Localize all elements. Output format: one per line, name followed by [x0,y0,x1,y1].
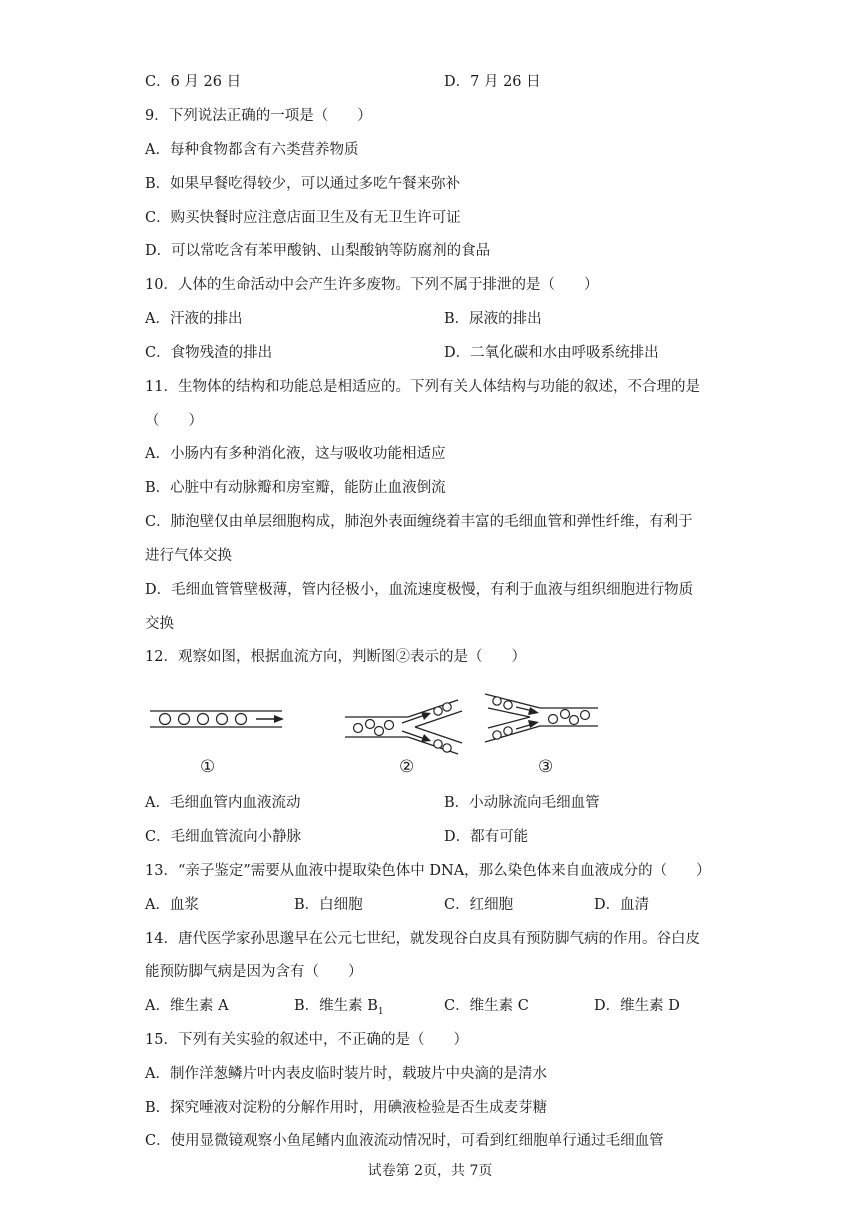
figure-label-3: ③ [538,757,554,777]
q15-stem: 15．下列有关实验的叙述中，不正确的是（ ） [145,1032,468,1048]
q9-option-a: A．每种食物都含有六类营养物质 [145,142,359,158]
q8-option-c: C．6 月 26 日 [145,74,242,90]
q10-option-c: C．食物残渣的排出 [145,345,273,361]
q11-stem-line1: 11．生物体的结构和功能总是相适应的。下列有关人体结构与功能的叙述，不合理的是 [145,379,700,395]
q14-option-b-text: B．维生素 B [294,998,378,1014]
q15-option-b: B．探究唾液对淀粉的分解作用时，用碘液检验是否生成麦芽糖 [145,1100,548,1116]
figure-1-vessel [150,711,284,727]
q14-option-a: A．维生素 A [145,998,229,1014]
q9-stem: 9．下列说法正确的一项是（ ） [145,108,372,124]
q14-option-b-subscript: 1 [377,1006,384,1017]
q14-stem-line1: 14．唐代医学家孙思邈早在公元七世纪，就发现谷白皮具有预防脚气病的作用。谷白皮 [145,931,700,947]
q10-option-a: A．汗液的排出 [145,311,243,327]
figure-2-vessel-branching [345,700,462,754]
q12-option-b: B．小动脉流向毛细血管 [444,795,600,811]
q14-option-c: C．维生素 C [444,998,529,1014]
q11-option-c-line1: C．肺泡壁仅由单层细胞构成，肺泡外表面缠绕着丰富的毛细血管和弹性纤维，有利于 [145,514,693,530]
q11-option-c-line2: 进行气体交换 [145,548,232,564]
q9-option-d: D．可以常吃含有苯甲酸钠、山梨酸钠等防腐剂的食品 [145,243,491,259]
figure-label-1: ① [200,757,216,777]
q11-option-a: A．小肠内有多种消化液，这与吸收功能相适应 [145,446,446,462]
q13-option-d: D．血清 [594,897,650,913]
page-footer: 试卷第 2页，共 7页 [367,1163,493,1179]
figure-label-2: ② [399,757,415,777]
q14-option-d: D．维生素 D [594,998,680,1014]
q10-option-d: D．二氧化碳和水由呼吸系统排出 [444,345,659,361]
q13-stem: 13．“亲子鉴定”需要从血液中提取染色体中 DNA，那么染色体来自血液成分的（ ） [145,863,711,879]
q12-stem: 12．观察如图，根据血流方向，判断图②表示的是（ ） [145,649,526,665]
q12-option-c: C．毛细血管流向小静脉 [145,829,302,845]
q13-option-b: B．白细胞 [294,897,363,913]
q11-option-d-line2: 交换 [145,616,174,632]
q12-option-d: D．都有可能 [444,829,529,845]
q11-stem-line2: （ ） [145,413,203,429]
q14-stem-line2: 能预防脚气病是因为含有（ ） [145,964,363,980]
q13-option-a: A．血浆 [145,897,199,913]
q11-option-d-line1: D．毛细血管管壁极薄，管内径极小，血流速度极慢，有利于血液与组织细胞进行物质 [145,582,694,598]
q10-option-b: B．尿液的排出 [444,311,542,327]
q11-option-b: B．心脏中有动脉瓣和房室瓣，能防止血液倒流 [145,480,446,496]
q13-option-c: C．红细胞 [444,897,514,913]
q9-option-b: B．如果早餐吃得较少，可以通过多吃午餐来弥补 [145,176,461,192]
q14-option-b [294,996,384,1022]
figure-3-vessel-merging [485,694,598,742]
q8-option-d: D．7 月 26 日 [444,74,541,90]
q15-option-c: C．使用显微镜观察小鱼尾鳍内血液流动情况时，可看到红细胞单行通过毛细血管 [145,1133,664,1149]
q9-option-c: C．购买快餐时应注意店面卫生及有无卫生许可证 [145,210,461,226]
q12-option-a: A．毛细血管内血液流动 [145,795,301,811]
q10-stem: 10．人体的生命活动中会产生许多废物。下列不属于排泄的是（ ） [145,277,599,293]
q15-option-a: A．制作洋葱鳞片叶内表皮临时装片时，载玻片中央滴的是清水 [145,1066,547,1082]
